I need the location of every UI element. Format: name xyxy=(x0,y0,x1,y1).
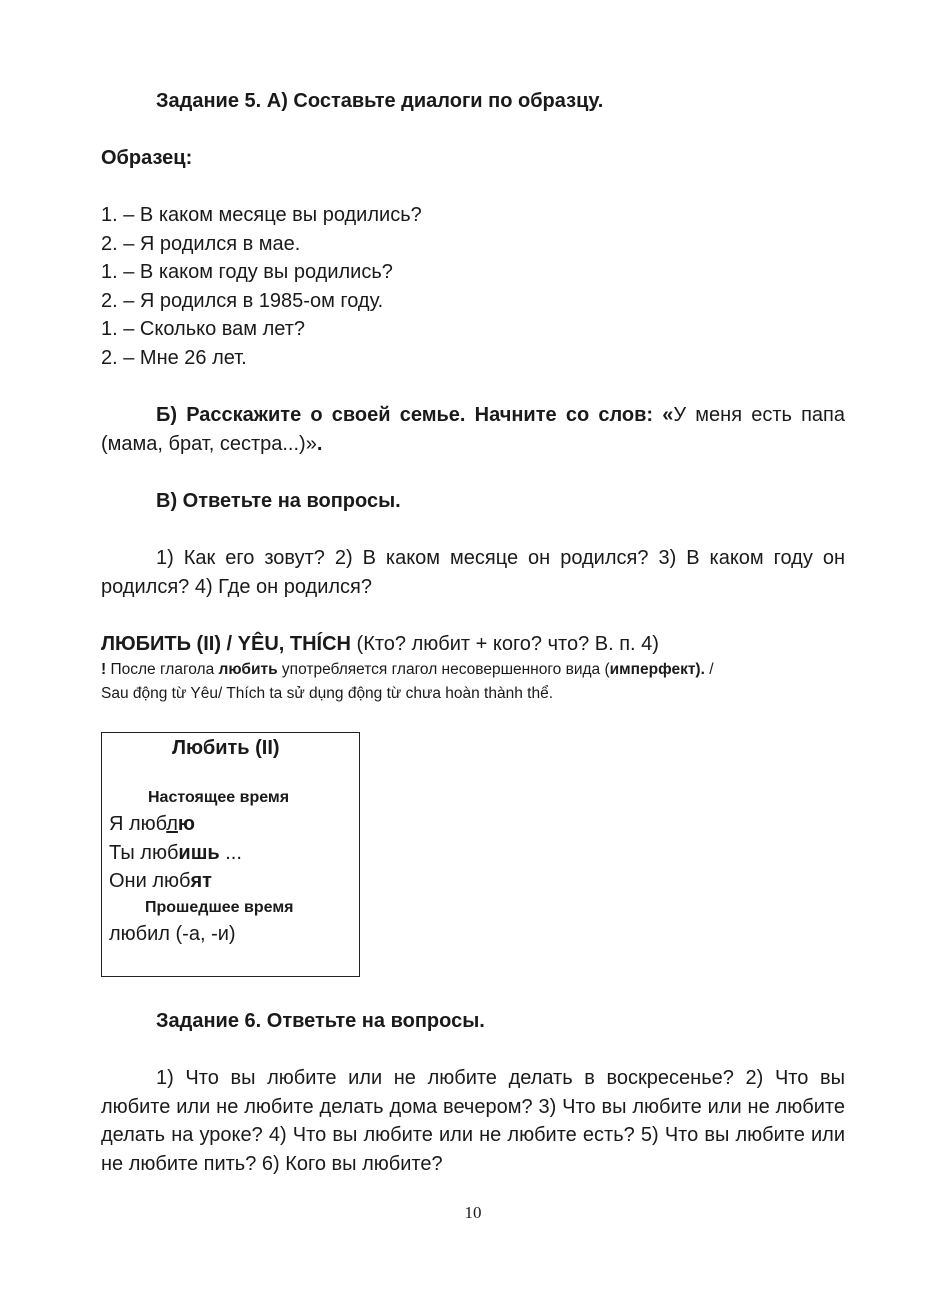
present-tense-label: Настоящее время xyxy=(148,789,290,806)
conjugation-box xyxy=(101,732,360,977)
verb-heading-title: ЛЮБИТЬ (II) / YÊU, THÍCH xyxy=(101,633,351,655)
note-exclamation: ! xyxy=(101,661,107,678)
note-verb: любить xyxy=(218,661,278,678)
dialog-line: 1. – В каком году вы родились? xyxy=(101,261,393,283)
dialog-line: 2. – Я родился в 1985-ом году. xyxy=(101,290,384,312)
dialog-line: 1. – В каком месяце вы родились? xyxy=(101,204,422,226)
note-vietnamese: Sau động từ Yêu/ Thích ta sử dụng động từ chưa hoàn thành thể. xyxy=(101,685,554,702)
part-b-text: У меня есть папа (мама, брат, сестра...)» xyxy=(101,404,845,455)
verb-stem: Я люб xyxy=(109,813,167,835)
verb-heading-pattern: (Кто? любит + кого? что? В. п. 4) xyxy=(351,633,659,655)
verb-note xyxy=(101,658,845,706)
conjugation-row xyxy=(109,811,195,837)
note-aspect: имперфект). xyxy=(609,661,705,678)
box-title: Любить (II) xyxy=(172,737,280,759)
page-number: 10 xyxy=(464,1203,482,1222)
verb-ending: ишь xyxy=(178,842,220,864)
verb-stem-underlined: л xyxy=(166,813,178,835)
task6-title: Задание 6. Ответьте на вопросы. xyxy=(156,1010,485,1032)
part-v-title: В) Ответьте на вопросы. xyxy=(156,490,401,512)
past-tense-label: Прошедшее время xyxy=(145,899,294,916)
part-b-end: . xyxy=(316,432,323,455)
conjugation-row xyxy=(109,868,212,894)
conjugation-row xyxy=(109,840,242,866)
verb-heading xyxy=(101,630,659,658)
task6-questions: 1) Что вы любите или не любите делать в воскресенье? 2) Что вы любите или не любите делать дома вечером? 3) Что вы любите или не любите делать на уроке? 4) Что вы любите или не любите есть? 5) Что вы любите или не любите пить? 6) Кого вы любите? xyxy=(101,1067,845,1175)
verb-stem: Они люб xyxy=(109,870,191,892)
past-form: любил (-а, -и) xyxy=(109,923,236,945)
note-text: употребляется глагол несовершенного вида ( xyxy=(277,661,610,678)
verb-stem: Ты люб xyxy=(109,842,179,864)
dialog-line: 1. – Сколько вам лет? xyxy=(101,318,306,340)
verb-ending: ю xyxy=(177,813,195,835)
part-b-paragraph xyxy=(101,401,845,458)
verb-ending: ят xyxy=(190,870,212,892)
document-page xyxy=(101,0,845,1300)
sample-label: Образец: xyxy=(101,147,193,169)
note-text: / xyxy=(704,661,714,678)
verb-rest: ... xyxy=(219,842,242,864)
part-b-instruction: Б) Расскажите о своей семье. Начните со слов: « xyxy=(156,404,674,426)
note-text: После глагола xyxy=(106,661,219,678)
dialog-line: 2. – Я родился в мае. xyxy=(101,233,301,255)
task5-title: Задание 5. А) Составьте диалоги по образцу. xyxy=(156,90,604,112)
part-v-questions: 1) Как его зовут? 2) В каком месяце он родился? 3) В каком году он родился? 4) Где он родился? xyxy=(101,547,845,598)
dialog-line: 2. – Мне 26 лет. xyxy=(101,347,247,369)
